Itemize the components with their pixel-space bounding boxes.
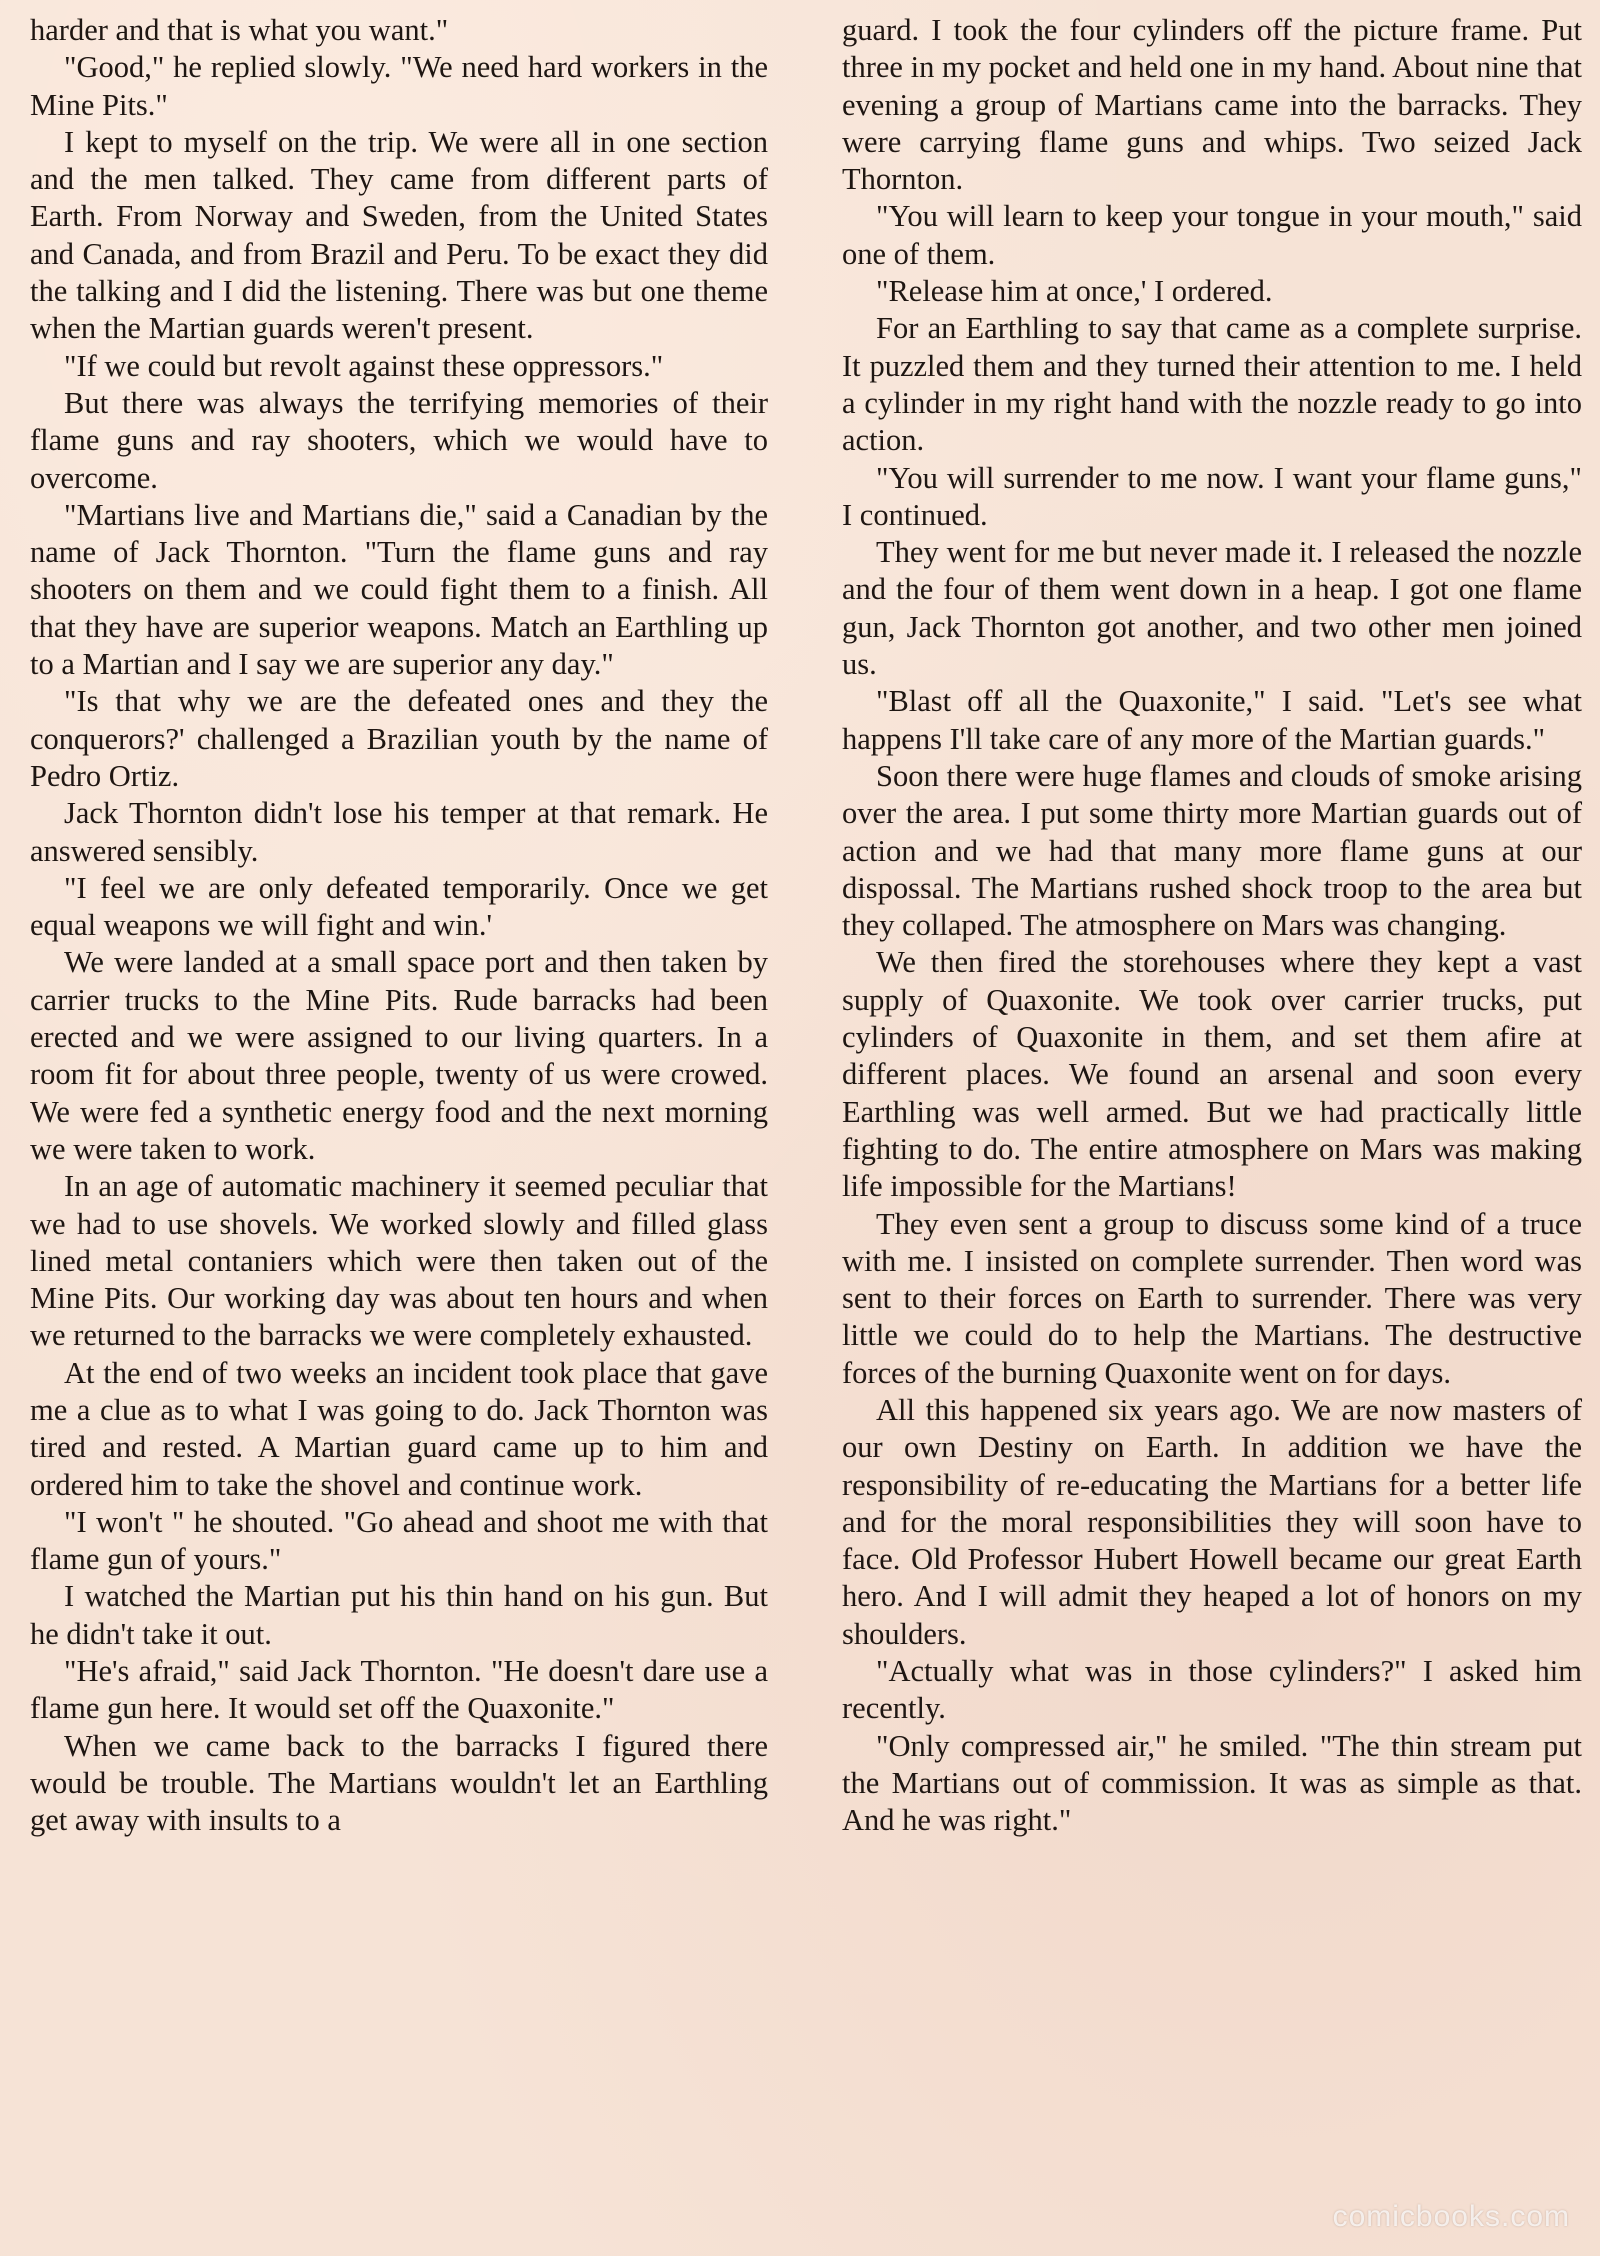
paragraph: "Only compressed air," he smiled. "The thin stream put the Martians out of commission. It was as simple as that. And he was right." xyxy=(842,1728,1582,1838)
right-text-column xyxy=(842,12,1582,1840)
paragraph: "Is that why we are the defeated ones and they the conquerors?' challenged a Brazilian youth by the name of Pedro Ortiz. xyxy=(30,684,768,793)
paragraph: For an Earthling to say that came as a complete surprise. It puzzled them and they turned their attention to me. I held a cylinder in my right hand with the nozzle ready to go into action. xyxy=(842,311,1582,458)
paragraph: At the end of two weeks an incident took place that gave me a clue as to what I was going to do. Jack Thornton was tired and rested. A Martian guard came up to him and ordered him to take the shovel and continue work. xyxy=(30,1355,768,1502)
paragraph: "I won't " he shouted. "Go ahead and shoot me with that flame gun of yours." xyxy=(30,1504,768,1577)
paragraph: "Blast off all the Quaxonite," I said. "Let's see what happens I'll take care of any more of the Martian guards." xyxy=(842,684,1582,756)
paragraph: I watched the Martian put his thin hand on his gun. But he didn't take it out. xyxy=(30,1579,768,1651)
paragraph: They even sent a group to discuss some kind of a truce with me. I insisted on complete surrender. Then word was sent to their forces on Earth to surrender. There was very little we could do to help the Martians. The destructive forces of the burning Quaxonite went on for days. xyxy=(842,1206,1582,1390)
paragraph: "Actually what was in those cylinders?" I asked him recently. xyxy=(842,1654,1582,1726)
paragraph: All this happened six years ago. We are now masters of our own Destiny on Earth. In addition we have the responsibility of re-educating the Martians for a better life and for the moral responsibilities they will soon have to face. Old Professor Hubert Howell became our great Earth hero. And I will admit they heaped a lot of honors on my shoulders. xyxy=(842,1392,1582,1651)
paragraph: "He's afraid," said Jack Thornton. "He doesn't dare use a flame gun here. It would set off the Quaxonite." xyxy=(30,1654,768,1726)
paragraph: Soon there were huge flames and clouds of smoke arising over the area. I put some thirty more Martian guards out of action and we had that many more flame guns at our dispossal. The Martians rushed shock troop to the area but they collaped. The atmosphere on Mars was changing. xyxy=(842,758,1582,943)
paragraph: In an age of automatic machinery it seemed peculiar that we had to use shovels. We worked slowly and filled glass lined metal contaniers which were then taken out of the Mine Pits. Our working day was about ten hours and when we returned to the barracks we were completely exhausted. xyxy=(30,1169,768,1353)
paragraph: When we came back to the barracks I figured there would be trouble. The Martians wouldn't let an Earthling get away with insults to a xyxy=(30,1728,768,1838)
paragraph: But there was always the terrifying memories of their flame guns and ray shooters, which we would have to overcome. xyxy=(30,385,768,495)
paragraph: guard. I took the four cylinders off the picture frame. Put three in my pocket and held one in my hand. About nine that evening a group of Martians came into the barracks. They were carrying flame guns and whips. Two seized Jack Thornton. xyxy=(842,13,1582,197)
paragraph: "You will surrender to me now. I want your flame guns," I continued. xyxy=(842,460,1582,532)
paragraph: They went for me but never made it. I released the nozzle and the four of them went down in a heap. I got one flame gun, Jack Thornton got another, and two other men joined us. xyxy=(842,535,1582,682)
paragraph: "Good," he replied slowly. "We need hard workers in the Mine Pits." xyxy=(30,50,768,122)
paragraph: "Release him at once,' I ordered. xyxy=(876,274,1273,309)
paragraph: "I feel we are only defeated temporarily. Once we get equal weapons we will fight and win.' xyxy=(30,870,768,943)
paragraph: We were landed at a small space port and then taken by carrier trucks to the Mine Pits. Rude barracks had been erected and we were assigned to our living quarters. In a room fit for about three people, twenty of us were crowed. We were fed a synthetic energy food and the next morning we were taken to work. xyxy=(30,945,768,1166)
paragraph: harder and that is what you want." xyxy=(30,13,449,47)
paragraph: Jack Thornton didn't lose his temper at that remark. He answered sensibly. xyxy=(30,796,768,868)
paragraph: I kept to myself on the trip. We were all in one section and the men talked. They came from different parts of Earth. From Norway and Sweden, from the United States and Canada, and from Brazil and Peru. To be exact they did the talking and I did the listening. There was but one theme when the Martian guards weren't present. xyxy=(30,124,768,346)
site-watermark: comicbooks.com xyxy=(1332,2200,1570,2233)
paragraph: "If we could but revolt against these oppressors." xyxy=(64,348,664,383)
paragraph: "Martians live and Martians die," said a Canadian by the name of Jack Thornton. "Turn the flame guns and ray shooters on them and we could fight them to a finish. All that they have are superior weapons. Match an Earthling up to a Martian and I say we are superior any day." xyxy=(30,497,768,682)
paragraph: We then fired the storehouses where they kept a vast supply of Quaxonite. We took over carrier trucks, put cylinders of Quaxonite in them, and set them afire at different places. We found an arsenal and soon every Earthling was well armed. But we had practically little fighting to do. The entire atmosphere on Mars was making life impossible for the Martians! xyxy=(842,945,1582,1204)
paragraph: "You will learn to keep your tongue in your mouth," said one of them. xyxy=(842,199,1582,271)
left-text-column xyxy=(30,12,768,1840)
